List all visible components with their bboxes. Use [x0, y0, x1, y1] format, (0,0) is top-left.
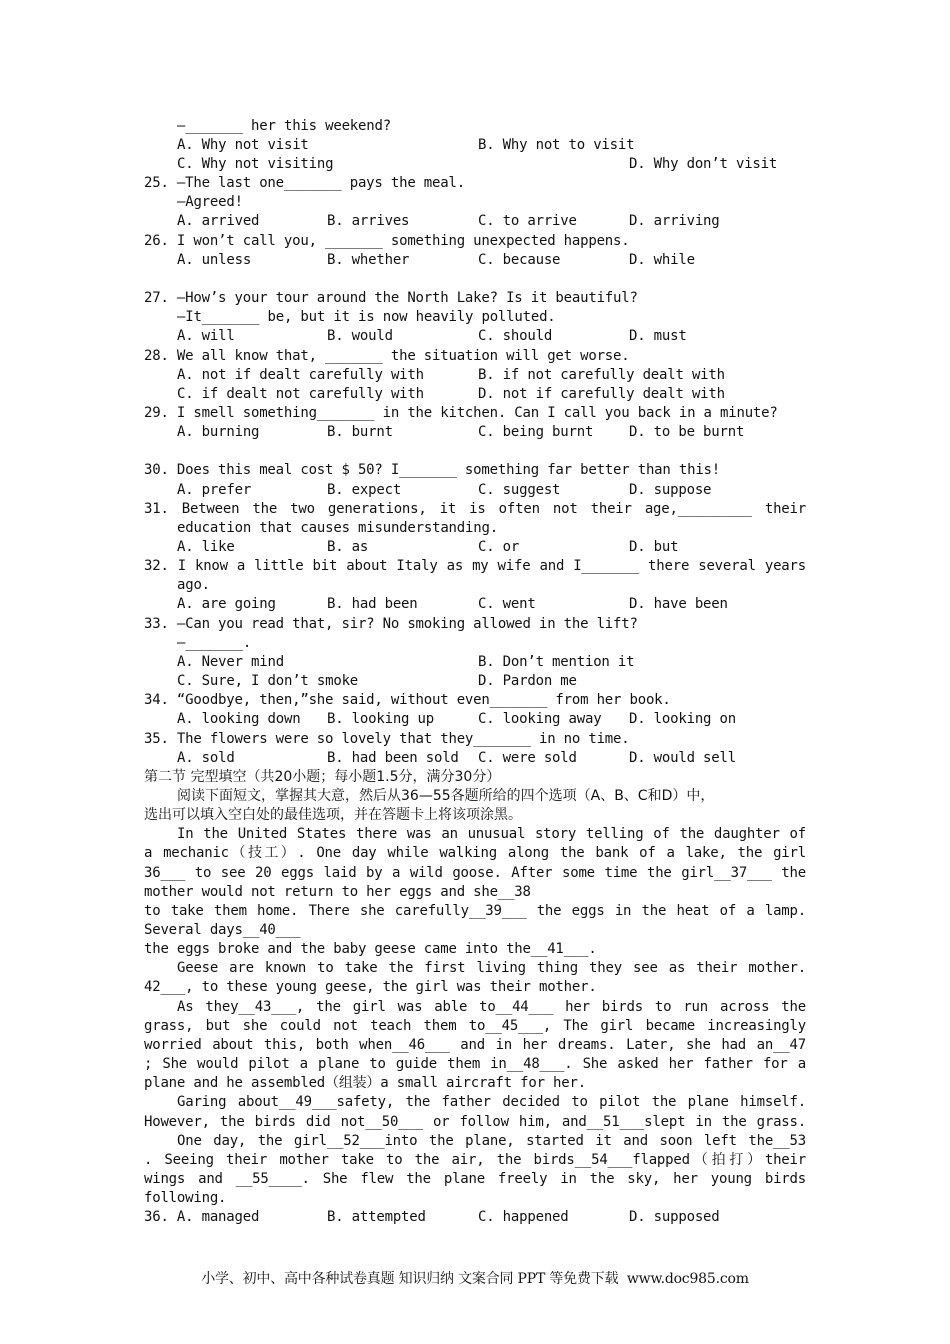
- option-d: D. Pardon me: [478, 673, 577, 689]
- option-c: C. or: [478, 539, 520, 555]
- question-35: 35. The flowers were so lovely that they_______ in no time.: [144, 731, 630, 747]
- option-a: A. looking down: [177, 711, 301, 727]
- option-a: A. will: [177, 328, 235, 344]
- option-a: A. like: [177, 539, 235, 555]
- passage-line: However, the birds did not__50___ or follow him, and__51___slept in the grass.: [144, 1114, 806, 1130]
- passage-line: mother would not return to her eggs and she__38: [144, 884, 531, 900]
- passage-line: wings and __55____. She flew the plane freely in the sky, her young birds: [144, 1171, 806, 1187]
- option-c: C. to arrive: [478, 213, 577, 229]
- passage-line: to take them home. There she carefully__39___ the eggs in the heat of a lamp.: [144, 903, 806, 919]
- passage-line: a mechanic（技工）. One day while walking along the bank of a lake, the girl: [144, 845, 806, 861]
- option-d: D. arriving: [629, 213, 720, 229]
- option-c: C. Why not visiting: [177, 156, 334, 172]
- passage-line: 42___, to these young geese, the girl was their mother.: [144, 979, 597, 995]
- option-a: A. Never mind: [177, 654, 284, 670]
- option-d: D. must: [629, 328, 687, 344]
- question-stem: —_______ her this weekend?: [177, 118, 391, 134]
- option-c: C. looking away: [478, 711, 602, 727]
- option-c: C. if dealt not carefully with: [177, 386, 424, 402]
- passage-line: In the United States there was an unusual story telling of the daughter of: [177, 826, 806, 842]
- reply-text: —Agreed!: [177, 194, 243, 210]
- question-28: 28. We all know that, _______ the situation will get worse.: [144, 348, 630, 364]
- page-footer: 小学、初中、高中各种试卷真题 知识归纳 文案合同 PPT 等免费下载 www.doc985.com: [201, 1271, 749, 1287]
- option-b: B. attempted: [327, 1209, 426, 1225]
- question-25: 25. —The last one_______ pays the meal.: [144, 175, 465, 191]
- question-32: 32. I know a little bit about Italy as my wife and I_______ there several years: [144, 558, 806, 574]
- passage-line: worried about this, both when__46___ and in her dreams. Later, she had an__47: [144, 1037, 806, 1053]
- section-heading: 第二节 完型填空（共20小题；每小题1.5分，满分30分）: [144, 769, 501, 785]
- question-32-cont: ago.: [177, 577, 210, 593]
- option-d: D. have been: [629, 596, 728, 612]
- option-c: C. Sure, I don’t smoke: [177, 673, 359, 689]
- passage-line: Several days__40___: [144, 922, 301, 938]
- passage-line: plane and he assembled（组装）a small aircraft for her.: [144, 1075, 586, 1091]
- reply-text: —_______.: [177, 635, 252, 651]
- option-c: C. went: [478, 596, 536, 612]
- question-30: 30. Does this meal cost $ 50? I_______ something far better than this!: [144, 462, 721, 478]
- passage-line: . Seeing their mother take to the air, the birds__54___flapped（拍打）their: [144, 1152, 806, 1168]
- option-a: A. prefer: [177, 482, 252, 498]
- passage-line: ; She would pilot a plane to guide them in__48___. She asked her father for a: [144, 1056, 806, 1072]
- option-b: B. Why not to visit: [478, 137, 635, 153]
- option-b: B. looking up: [327, 711, 434, 727]
- question-29: 29. I smell something_______ in the kitchen. Can I call you back in a minute?: [144, 405, 778, 421]
- passage-line: As they__43___, the girl was able to__44___ her birds to run across the: [177, 999, 806, 1015]
- option-b: B. whether: [327, 252, 410, 268]
- option-c: C. should: [478, 328, 553, 344]
- passage-line: Garing about__49___safety, the father decided to pilot the plane himself.: [177, 1094, 806, 1110]
- option-c: C. happened: [478, 1209, 569, 1225]
- option-a: 36. A. managed: [144, 1209, 260, 1225]
- option-c: C. were sold: [478, 750, 577, 766]
- option-b: B. expect: [327, 482, 402, 498]
- section-instructions-cont: 选出可以填入空白处的最佳选项，并在答题卡上将该项涂黑。: [144, 807, 522, 823]
- option-a: A. burning: [177, 424, 260, 440]
- option-d: D. Why don’t visit: [629, 156, 778, 172]
- option-b: B. arrives: [327, 213, 410, 229]
- section-instructions: 阅读下面短文，掌握其大意，然后从36—55各题所给的四个选项（A、B、C和D）中，: [177, 788, 715, 804]
- option-a: A. are going: [177, 596, 276, 612]
- option-d: D. but: [629, 539, 679, 555]
- option-c: C. because: [478, 252, 561, 268]
- option-c: C. suggest: [478, 482, 561, 498]
- option-a: A. sold: [177, 750, 235, 766]
- option-c: C. being burnt: [478, 424, 594, 440]
- option-d: D. to be burnt: [629, 424, 745, 440]
- passage-line: the eggs broke and the baby geese came into the__41___.: [144, 941, 597, 957]
- option-a: A. not if dealt carefully with: [177, 367, 424, 383]
- option-b: B. burnt: [327, 424, 393, 440]
- option-b: B. would: [327, 328, 393, 344]
- question-27: 27. —How’s your tour around the North Lake? Is it beautiful?: [144, 290, 638, 306]
- option-b: B. had been: [327, 596, 418, 612]
- option-d: D. looking on: [629, 711, 736, 727]
- passage-line: grass, but she could not teach them to__45___, The girl became increasingly: [144, 1018, 806, 1034]
- option-a: A. unless: [177, 252, 252, 268]
- passage-line: following.: [144, 1190, 227, 1206]
- reply-text: —It_______ be, but it is now heavily polluted.: [177, 309, 556, 325]
- option-b: B. as: [327, 539, 369, 555]
- option-b: B. had been sold: [327, 750, 459, 766]
- option-d: D. suppose: [629, 482, 712, 498]
- question-34: 34. “Goodbye, then,”she said, without even_______ from her book.: [144, 692, 671, 708]
- option-a: A. Why not visit: [177, 137, 309, 153]
- option-d: D. would sell: [629, 750, 736, 766]
- option-d: D. supposed: [629, 1209, 720, 1225]
- question-31: 31. Between the two generations, it is often not their age,_________ their: [144, 501, 806, 517]
- passage-line: Geese are known to take the first living thing they see as their mother.: [177, 960, 806, 976]
- question-31-cont: education that causes misunderstanding.: [177, 520, 498, 536]
- question-26: 26. I won’t call you, _______ something unexpected happens.: [144, 233, 630, 249]
- passage-line: 36___ to see 20 eggs laid by a wild goose. After some time the girl__37___ the: [144, 865, 806, 881]
- passage-line: One day, the girl__52___into the plane, started it and soon left the__53: [177, 1133, 806, 1149]
- option-b: B. if not carefully dealt with: [478, 367, 725, 383]
- option-a: A. arrived: [177, 213, 260, 229]
- question-33: 33. —Can you read that, sir? No smoking allowed in the lift?: [144, 616, 638, 632]
- option-d: D. while: [629, 252, 695, 268]
- option-d: D. not if carefully dealt with: [478, 386, 725, 402]
- option-b: B. Don’t mention it: [478, 654, 635, 670]
